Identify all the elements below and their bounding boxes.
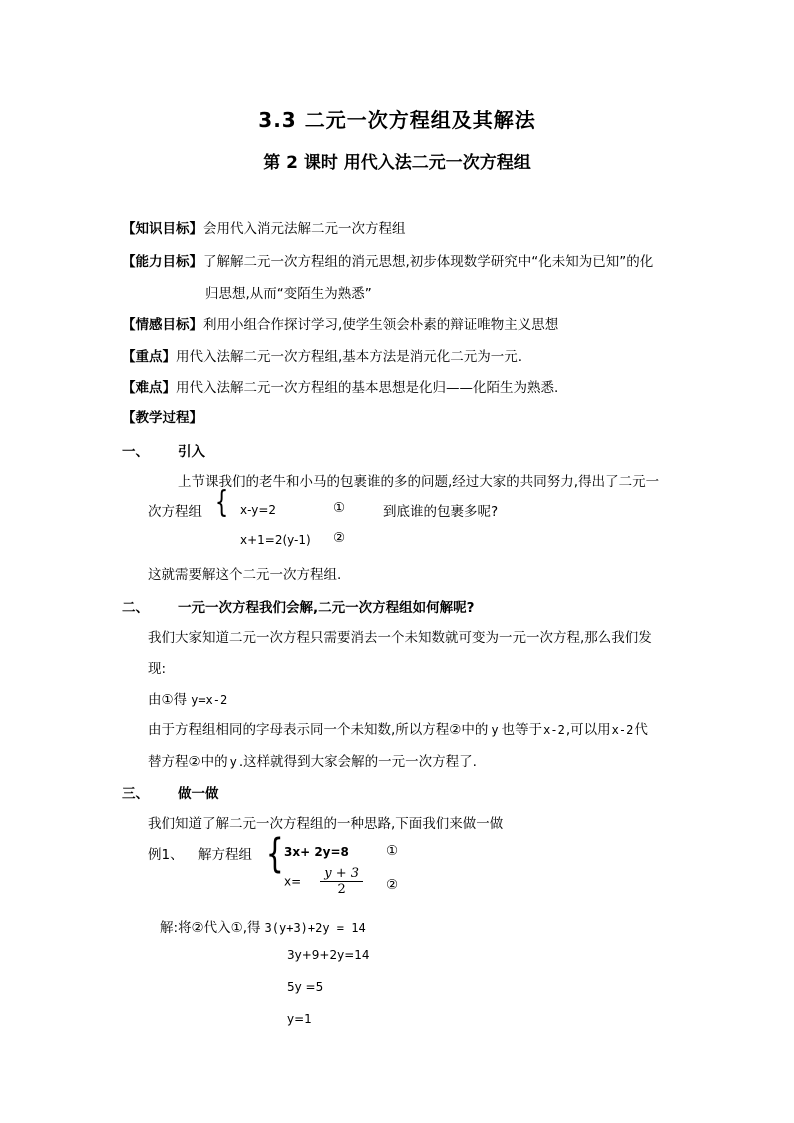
section2-paragraph-4 <box>148 750 477 770</box>
from-text: 由①得 <box>148 692 188 708</box>
process-heading: 【教学过程】 <box>122 410 203 426</box>
para3-expr-a: x-2 <box>543 723 565 737</box>
section1-heading: 引入 <box>178 444 205 460</box>
para3-text-d: 代 <box>634 722 648 738</box>
solution-line <box>160 916 366 936</box>
fraction-denominator: 2 <box>337 882 346 897</box>
equation-2-marker: ② <box>333 530 346 546</box>
para4-var-y: y <box>229 755 237 769</box>
section3-heading: 做一做 <box>178 786 219 802</box>
section3-number: 三、 <box>122 786 149 802</box>
para4-text-b: .这样就得到大家会解的一元一次方程了. <box>238 754 477 770</box>
solution-equation: 3(y+3)+2y = 14 <box>264 921 366 935</box>
difficult-point <box>122 376 558 396</box>
fraction <box>320 866 363 897</box>
section2-heading: 一元一次方程我们会解,二元一次方程组如何解呢? <box>178 600 475 616</box>
section1-question: 到底谁的包裹多呢? <box>383 504 499 520</box>
knowledge-goal-text: 会用代入消元法解二元一次方程组 <box>203 221 406 237</box>
section2-number: 二、 <box>122 600 149 616</box>
section1-prefix: 次方程组 <box>148 504 202 520</box>
emotion-goal-label: 【情感目标】 <box>122 317 203 333</box>
example-equation-1-marker: ① <box>386 843 399 859</box>
section1-conclusion: 这就需要解这个二元一次方程组. <box>148 567 342 583</box>
page-title: 3.3 二元一次方程组及其解法 <box>258 108 536 132</box>
example-brace: { <box>265 831 284 877</box>
section1-number: 一、 <box>122 444 149 460</box>
section1-paragraph: 上节课我们的老牛和小马的包裹谁的多的问题,经过大家的共同努力,得出了二元一 <box>178 474 660 490</box>
example-equation-2-marker: ② <box>386 877 399 893</box>
solution-step-1: 3y+9+2y=14 <box>287 948 370 962</box>
ability-goal-label: 【能力目标】 <box>122 254 203 270</box>
knowledge-goal <box>122 217 406 237</box>
para3-text-b: 也等于 <box>501 722 543 738</box>
solution-label: 解:将②代入①,得 <box>160 920 261 936</box>
example-task: 解方程组 <box>198 847 252 863</box>
para4-text-a: 替方程②中的 <box>148 754 228 770</box>
page-subtitle: 第 2 课时 用代入法二元一次方程组 <box>263 153 531 173</box>
section2-from-line <box>148 688 227 708</box>
equation-1-marker: ① <box>333 500 346 516</box>
example-equation-2-prefix: x= <box>284 874 302 889</box>
key-point-text: 用代入法解二元一次方程组,基本方法是消元化二元为一元. <box>176 349 523 365</box>
para3-text-a: 由于方程组相同的字母表示同一个未知数,所以方程②中的 <box>148 722 489 738</box>
fraction-numerator: y + 3 <box>320 866 363 882</box>
section2-paragraph-1: 我们大家知道二元一次方程只需要消去一个未知数就可变为一元一次方程,那么我们发 <box>148 630 652 646</box>
example-equation-2 <box>284 866 363 897</box>
solution-step-3: y=1 <box>287 1012 312 1026</box>
ability-goal-continued: 归思想,从而“变陌生为熟悉” <box>205 286 372 302</box>
emotion-goal <box>122 313 558 333</box>
knowledge-goal-label: 【知识目标】 <box>122 221 203 237</box>
key-point-label: 【重点】 <box>122 349 176 365</box>
para3-text-c: ,可以用 <box>565 722 611 738</box>
section3-paragraph: 我们知道了解二元一次方程组的一种思路,下面我们来做一做 <box>148 816 504 832</box>
section2-paragraph-3 <box>148 718 648 738</box>
solution-step-2: 5y =5 <box>287 980 324 994</box>
ability-goal <box>122 250 653 270</box>
difficult-point-label: 【难点】 <box>122 380 176 396</box>
emotion-goal-text: 利用小组合作探讨学习,使学生领会朴素的辩证唯物主义思想 <box>203 317 559 333</box>
from-equation: y=x-2 <box>191 693 228 707</box>
ability-goal-text: 了解解二元一次方程组的消元思想,初步体现数学研究中“化未知为已知”的化 <box>203 254 654 270</box>
difficult-point-text: 用代入法解二元一次方程组的基本思想是化归——化陌生为熟悉. <box>176 380 559 396</box>
equation-1: x-y=2 <box>240 503 277 517</box>
para3-var-y: y <box>491 723 499 737</box>
para3-expr-b: x-2 <box>611 723 634 737</box>
equation-brace: { <box>214 485 229 520</box>
equation-2: x+1=2(y-1) <box>240 533 311 547</box>
section2-paragraph-2: 现: <box>148 661 167 677</box>
key-point <box>122 345 522 365</box>
example-label: 例1、 <box>148 847 184 863</box>
example-equation-1: 3x+ 2y=8 <box>284 845 349 859</box>
